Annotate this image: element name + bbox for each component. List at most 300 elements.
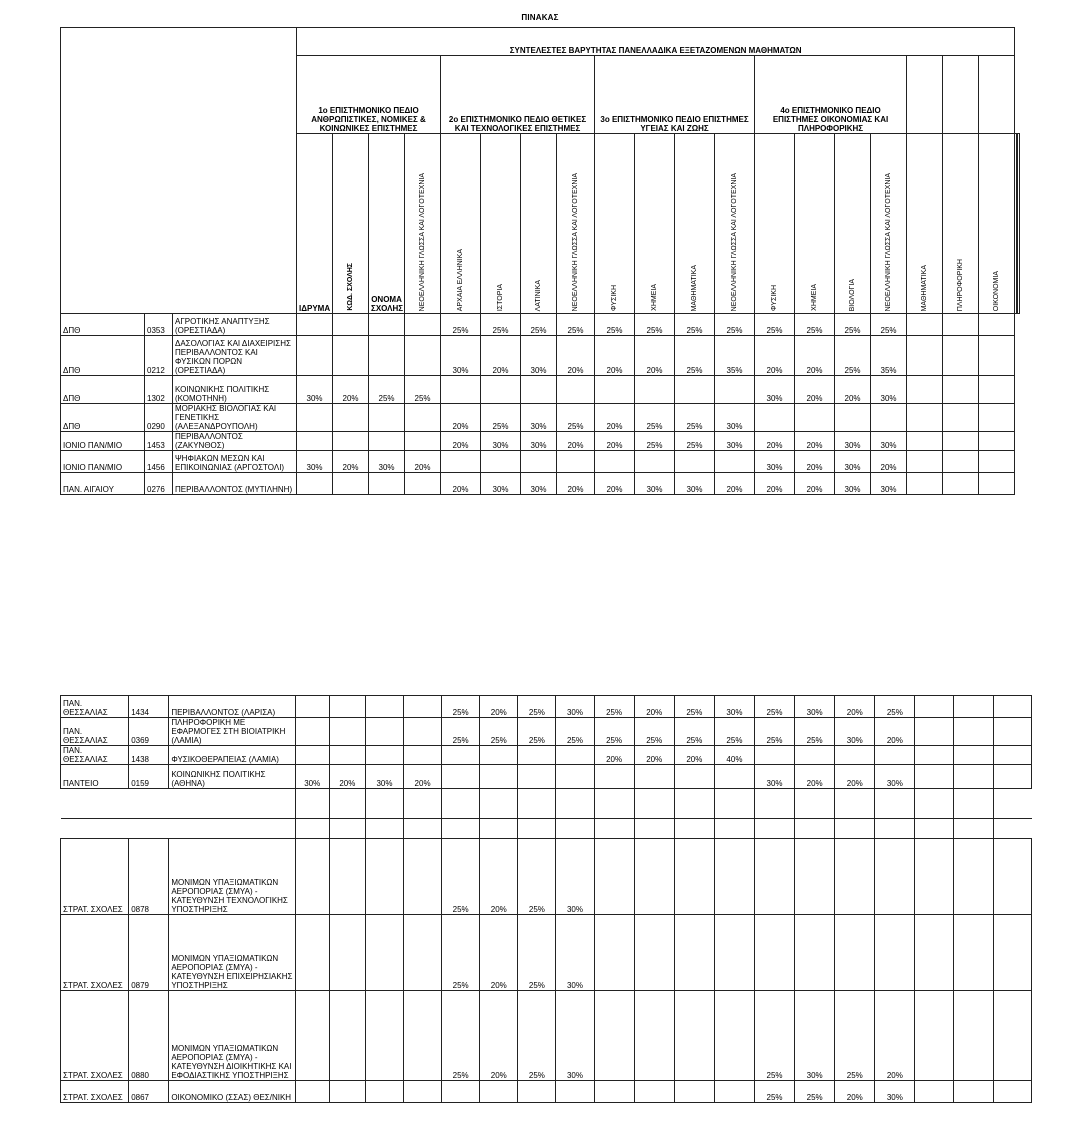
coefficient-cell: 20%: [480, 839, 518, 915]
coefficient-cell: [329, 839, 365, 915]
subject-header: [795, 134, 835, 314]
empty-cell: [993, 789, 1031, 819]
coefficient-cell: 20%: [835, 376, 871, 404]
coefficient-cell: 25%: [635, 404, 675, 432]
coefficient-cell: [480, 765, 518, 789]
empty-cell: [993, 819, 1031, 839]
coefficient-cell: 25%: [835, 314, 871, 336]
coefficient-cell: [993, 915, 1031, 991]
empty-cell: [754, 789, 794, 819]
coefficient-cell: [297, 473, 333, 495]
coefficient-cell: [915, 839, 953, 915]
coefficient-cell: 25%: [594, 718, 634, 746]
empty-cell: [953, 789, 993, 819]
coefficient-cell: 20%: [795, 765, 835, 789]
subject-header-label: ΑΡΧΑΙΑ ΕΛΛΗΝΙΚΑ: [456, 248, 464, 311]
school-code-cell: 1456: [145, 451, 173, 473]
coefficient-cell: 20%: [835, 765, 875, 789]
coefficient-cell: 20%: [635, 336, 675, 376]
coefficient-cell: 25%: [480, 718, 518, 746]
coefficient-cell: [521, 451, 557, 473]
coefficient-cell: [993, 696, 1031, 718]
subject-header-label: ΠΛΗΡΟΦΟΡΙΚΗ: [956, 258, 964, 311]
empty-cell: [329, 789, 365, 819]
coefficient-cell: 30%: [675, 473, 715, 495]
empty-cell: [714, 819, 754, 839]
table-row: [61, 839, 1032, 915]
institution-cell: ΔΠΘ: [61, 404, 145, 432]
school-name-cell: ΠΕΡΙΒΑΛΛΟΝΤΟΣ (ΛΑΡΙΣΑ): [169, 696, 295, 718]
coefficient-cell: [795, 839, 835, 915]
empty-cell: [480, 789, 518, 819]
coefficient-cell: 20%: [835, 1081, 875, 1103]
coefficient-cell: [405, 432, 441, 451]
coefficient-cell: [595, 376, 635, 404]
coefficient-cell: [835, 839, 875, 915]
coefficient-cell: 30%: [295, 765, 329, 789]
coefficient-cell: [329, 746, 365, 765]
coefficient-cell: [297, 404, 333, 432]
subject-header-label: ΜΑΘΗΜΑΤΙΚΑ: [690, 264, 698, 311]
coefficient-cell: [518, 765, 556, 789]
coefficient-cell: 30%: [875, 765, 915, 789]
coefficient-cell: 25%: [442, 915, 480, 991]
coefficient-cell: 30%: [441, 336, 481, 376]
coefficient-cell: [365, 718, 403, 746]
subject-header-label: ΙΣΤΟΡΙΑ: [496, 283, 504, 311]
field-header-3: 3ο ΕΠΙΣΤΗΜΟΝΙΚΟ ΠΕΔΙΟ ΕΠΙΣΤΗΜΕΣ ΥΓΕΙΑΣ ΚΑΙ ΖΩΗΣ: [595, 56, 755, 134]
coefficient-cell: [907, 336, 943, 376]
coefficient-cell: [715, 451, 755, 473]
coefficient-cell: [365, 915, 403, 991]
coefficient-cell: [634, 1081, 674, 1103]
coefficient-cell: [556, 1081, 594, 1103]
coefficient-cell: 25%: [754, 1081, 794, 1103]
coefficient-cell: [993, 1081, 1031, 1103]
coefficient-cell: 20%: [795, 473, 835, 495]
coefficient-cell: 25%: [675, 336, 715, 376]
field-header-blank: [907, 56, 943, 134]
coefficient-cell: 25%: [795, 718, 835, 746]
coefficient-cell: [365, 839, 403, 915]
school-code-cell: 0353: [145, 314, 173, 336]
coefficient-cell: 30%: [754, 765, 794, 789]
subject-header-label: ΜΑΘΗΜΑΤΙΚΑ: [920, 264, 928, 311]
empty-cell: [329, 819, 365, 839]
coefficient-cell: [943, 336, 979, 376]
coefficient-cell: 20%: [835, 696, 875, 718]
coefficient-cell: 20%: [557, 336, 595, 376]
coefficient-cell: 25%: [715, 314, 755, 336]
coefficient-cell: [329, 718, 365, 746]
coefficient-cell: [993, 718, 1031, 746]
coefficient-cell: [715, 376, 755, 404]
coefficient-cell: 25%: [755, 314, 795, 336]
coefficient-cell: [595, 451, 635, 473]
coefficient-cell: [556, 746, 594, 765]
school-code-cell: 0276: [145, 473, 173, 495]
subject-header: [1018, 134, 1020, 314]
coefficient-cell: [907, 451, 943, 473]
empty-cell: [754, 819, 794, 839]
coefficient-cell: [835, 915, 875, 991]
coefficient-cell: [674, 839, 714, 915]
coefficient-cell: 30%: [835, 432, 871, 451]
coefficients-table-bottom: [60, 695, 1032, 1103]
coefficient-cell: [993, 765, 1031, 789]
coefficient-cell: [674, 991, 714, 1081]
coefficient-cell: 25%: [875, 696, 915, 718]
coefficient-cell: 25%: [754, 718, 794, 746]
coefficient-cell: [979, 336, 1015, 376]
coefficient-cell: [329, 991, 365, 1081]
table-row: [61, 336, 1020, 376]
coefficient-cell: 25%: [481, 404, 521, 432]
coefficient-cell: 20%: [481, 336, 521, 376]
empty-cell: [169, 789, 295, 819]
coefficient-cell: [329, 696, 365, 718]
subject-header: [675, 134, 715, 314]
coefficient-cell: [480, 1081, 518, 1103]
coefficient-cell: 20%: [715, 473, 755, 495]
coefficient-cell: [979, 451, 1015, 473]
subject-header: [755, 134, 795, 314]
coefficient-cell: [634, 915, 674, 991]
coefficient-cell: 25%: [442, 991, 480, 1081]
coefficient-cell: 20%: [595, 432, 635, 451]
empty-cell: [634, 789, 674, 819]
coefficient-cell: 25%: [369, 376, 405, 404]
coefficient-cell: 25%: [674, 718, 714, 746]
school-code-cell: 1434: [129, 696, 169, 718]
coefficient-cell: 25%: [594, 696, 634, 718]
subject-header-label: ΝΕΟΕΛΛΗΝΙΚΗ ΓΛΩΣΣΑ ΚΑΙ ΛΟΓΟΤΕΧΝΙΑ: [884, 172, 892, 311]
coefficient-cell: 20%: [634, 746, 674, 765]
coefficient-cell: 30%: [521, 432, 557, 451]
coefficient-cell: 20%: [480, 915, 518, 991]
coefficient-cell: [295, 839, 329, 915]
coefficient-cell: 25%: [518, 839, 556, 915]
coefficient-cell: [518, 1081, 556, 1103]
coefficient-cell: 25%: [557, 314, 595, 336]
school-code-cell: 0878: [129, 839, 169, 915]
coefficient-cell: [915, 696, 953, 718]
empty-cell: [634, 819, 674, 839]
coefficient-cell: 25%: [481, 314, 521, 336]
coefficient-cell: [442, 1081, 480, 1103]
coefficient-cell: [754, 746, 794, 765]
coefficient-cell: [953, 915, 993, 991]
empty-cell: [129, 819, 169, 839]
empty-cell: [365, 789, 403, 819]
coefficient-cell: [907, 404, 943, 432]
coefficient-cell: 20%: [557, 473, 595, 495]
coefficient-cell: [297, 432, 333, 451]
coefficient-cell: 20%: [634, 696, 674, 718]
coefficient-cell: [404, 839, 442, 915]
coefficient-cell: [871, 404, 907, 432]
empty-cell: [295, 819, 329, 839]
school-name-cell: ΦΥΣΙΚΟΘΕΡΑΠΕΙΑΣ (ΛΑΜΙΑ): [169, 746, 295, 765]
coefficient-cell: 25%: [518, 991, 556, 1081]
coefficient-cell: [405, 336, 441, 376]
subject-header-label: ΒΙΟΛΟΓΙΑ: [848, 278, 856, 311]
subject-header: [481, 134, 521, 314]
coefficient-cell: [795, 746, 835, 765]
coefficient-cell: [405, 473, 441, 495]
coefficient-cell: [369, 314, 405, 336]
coefficient-cell: 30%: [795, 696, 835, 718]
table-row: [61, 432, 1020, 451]
coefficient-cell: [295, 718, 329, 746]
table-row: [61, 1081, 1032, 1103]
coefficient-cell: 20%: [795, 432, 835, 451]
coefficient-cell: [953, 1081, 993, 1103]
coefficient-cell: [521, 376, 557, 404]
coefficient-cell: [481, 376, 521, 404]
coefficient-cell: 35%: [871, 336, 907, 376]
coefficient-cell: 20%: [329, 765, 365, 789]
coefficient-cell: [915, 746, 953, 765]
coefficient-cell: [518, 746, 556, 765]
coefficient-cell: [594, 991, 634, 1081]
header-title-row: [61, 28, 1020, 56]
coefficient-cell: 30%: [635, 473, 675, 495]
coefficient-cell: [993, 746, 1031, 765]
coefficient-cell: [754, 915, 794, 991]
institution-cell: ΠΑΝ. ΘΕΣΣΑΛΙΑΣ: [61, 696, 129, 718]
table-row: [61, 765, 1032, 789]
subject-header: [943, 134, 979, 314]
field-header-1: 1ο ΕΠΙΣΤΗΜΟΝΙΚΟ ΠΕΔΙΟ ΑΝΘΡΩΠΙΣΤΙΚΕΣ, ΝΟΜΙΚΕΣ & ΚΟΙΝΩΝΙΚΕΣ ΕΠΙΣΤΗΜΕΣ: [297, 56, 441, 134]
coefficient-cell: 20%: [594, 746, 634, 765]
coefficient-cell: [333, 473, 369, 495]
coefficient-cell: [634, 765, 674, 789]
coefficient-cell: 20%: [871, 451, 907, 473]
coefficient-cell: [875, 746, 915, 765]
coefficient-cell: 25%: [518, 696, 556, 718]
coefficient-cell: [953, 765, 993, 789]
coefficient-cell: [675, 376, 715, 404]
coefficient-cell: 25%: [405, 376, 441, 404]
empty-cell: [915, 789, 953, 819]
coefficient-cell: 20%: [480, 991, 518, 1081]
coefficient-cell: [404, 915, 442, 991]
empty-cell: [61, 789, 129, 819]
empty-cell: [875, 789, 915, 819]
school-code-cell: 0212: [145, 336, 173, 376]
coefficient-cell: [953, 718, 993, 746]
coefficient-cell: [979, 473, 1015, 495]
coefficient-cell: 20%: [441, 432, 481, 451]
coefficient-cell: [333, 404, 369, 432]
coefficient-cell: 25%: [871, 314, 907, 336]
coefficient-cell: 30%: [521, 336, 557, 376]
empty-cell: [953, 819, 993, 839]
coefficient-cell: 20%: [755, 432, 795, 451]
school-code-cell: 0879: [129, 915, 169, 991]
table-row: [61, 473, 1020, 495]
coefficient-cell: [835, 746, 875, 765]
coefficient-cell: [795, 404, 835, 432]
coefficient-cell: 25%: [795, 1081, 835, 1103]
header-blank-cell: [61, 28, 297, 314]
school-name-cell: ΟΙΚΟΝΟΜΙΚΟ (ΣΣΑΣ) ΘΕΣ/ΝΙΚΗ: [169, 1081, 295, 1103]
coefficient-cell: [943, 314, 979, 336]
subject-header-label: ΛΑΤΙΝΙΚΑ: [534, 279, 542, 311]
institution-cell: ΔΠΘ: [61, 336, 145, 376]
subject-header: [595, 134, 635, 314]
coefficient-cell: 20%: [595, 404, 635, 432]
coefficient-cell: [674, 1081, 714, 1103]
coefficients-table-top: [60, 27, 1020, 495]
coefficient-cell: [953, 746, 993, 765]
coefficient-cell: [480, 746, 518, 765]
coefficient-cell: 30%: [835, 473, 871, 495]
subject-header-label: ΧΗΜΕΙΑ: [650, 284, 658, 311]
coefficient-cell: [333, 432, 369, 451]
empty-cell: [835, 819, 875, 839]
coefficient-cell: [795, 915, 835, 991]
coefficient-cell: [365, 696, 403, 718]
subject-header: [635, 134, 675, 314]
subject-header: [715, 134, 755, 314]
coefficient-cell: [557, 376, 595, 404]
coefficient-cell: [755, 404, 795, 432]
coefficient-cell: [754, 839, 794, 915]
coefficient-cell: 25%: [442, 839, 480, 915]
table-row: [61, 696, 1032, 718]
field-header-blank: [979, 56, 1015, 134]
coefficient-cell: 30%: [755, 451, 795, 473]
coefficient-cell: [714, 765, 754, 789]
coefficient-cell: [875, 839, 915, 915]
coefficient-cell: [405, 314, 441, 336]
coefficient-cell: 30%: [835, 451, 871, 473]
coefficient-cell: 30%: [871, 432, 907, 451]
field-header-4: 4ο ΕΠΙΣΤΗΜΟΝΙΚΟ ΠΕΔΙΟ ΕΠΙΣΤΗΜΕΣ ΟΙΚΟΝΟΜΙΑΣ ΚΑΙ ΠΛΗΡΟΦΟΡΙΚΗΣ: [755, 56, 907, 134]
coefficient-cell: [979, 376, 1015, 404]
coefficient-cell: [953, 839, 993, 915]
coefficient-cell: 25%: [674, 696, 714, 718]
coefficient-cell: [442, 765, 480, 789]
coefficient-cell: 25%: [634, 718, 674, 746]
coefficient-cell: 30%: [755, 376, 795, 404]
coefficient-cell: 20%: [405, 451, 441, 473]
coefficient-cell: [875, 915, 915, 991]
subject-header: [979, 134, 1015, 314]
institution-cell: ΔΠΘ: [61, 314, 145, 336]
coefficient-cell: 30%: [795, 991, 835, 1081]
coefficient-cell: [915, 765, 953, 789]
coefficient-cell: 25%: [835, 336, 871, 376]
coefficient-cell: 25%: [557, 404, 595, 432]
coefficient-cell: [481, 451, 521, 473]
coefficient-cell: [635, 451, 675, 473]
empty-cell: [875, 819, 915, 839]
coefficient-cell: 30%: [481, 432, 521, 451]
coefficient-cell: [404, 1081, 442, 1103]
coefficient-cell: 20%: [595, 473, 635, 495]
coefficient-cell: 25%: [442, 718, 480, 746]
institution-cell: ΣΤΡΑΤ. ΣΧΟΛΕΣ: [61, 915, 129, 991]
school-code-cell: 0159: [129, 765, 169, 789]
school-name-cell: ΑΓΡΟΤΙΚΗΣ ΑΝΑΠΤΥΞΗΣ (ΟΡΕΣΤΙΑΔΑ): [173, 314, 297, 336]
empty-cell: [915, 819, 953, 839]
coefficient-cell: 20%: [755, 336, 795, 376]
coefficient-cell: 20%: [333, 376, 369, 404]
coefficient-cell: [295, 696, 329, 718]
coefficient-cell: [953, 991, 993, 1081]
empty-cell: [594, 819, 634, 839]
coefficient-cell: [907, 376, 943, 404]
school-name-cell: ΚΟΙΝΩΝΙΚΗΣ ΠΟΛΙΤΙΚΗΣ (ΑΘΗΝΑ): [169, 765, 295, 789]
coefficient-cell: [943, 451, 979, 473]
coefficient-cell: [915, 915, 953, 991]
header-school-code-text: ΚΩΔ. ΣΧΟΛΗΣ: [346, 263, 354, 311]
coefficient-cell: [993, 839, 1031, 915]
coefficient-cell: [295, 746, 329, 765]
coefficient-cell: [594, 1081, 634, 1103]
school-code-cell: 0880: [129, 991, 169, 1081]
coefficient-cell: [295, 1081, 329, 1103]
coefficient-cell: 25%: [675, 404, 715, 432]
school-code-cell: 1438: [129, 746, 169, 765]
institution-cell: ΣΤΡΑΤ. ΣΧΟΛΕΣ: [61, 839, 129, 915]
coefficient-cell: 30%: [481, 473, 521, 495]
school-code-cell: 1302: [145, 376, 173, 404]
subject-header-label: ΝΕΟΕΛΛΗΝΙΚΗ ΓΛΩΣΣΑ ΚΑΙ ΛΟΓΟΤΕΧΝΙΑ: [418, 172, 426, 311]
header-school-code: [333, 134, 369, 314]
coefficient-cell: [915, 718, 953, 746]
coefficient-cell: [594, 765, 634, 789]
coefficient-cell: 30%: [714, 696, 754, 718]
coefficient-cell: 20%: [674, 746, 714, 765]
coefficient-cell: [953, 696, 993, 718]
subject-header-label: ΦΥΣΙΚΗ: [610, 284, 618, 311]
coefficient-cell: 40%: [714, 746, 754, 765]
coefficient-cell: [556, 765, 594, 789]
empty-cell: [442, 789, 480, 819]
empty-cell: [714, 789, 754, 819]
institution-cell: ΠΑΝ. ΑΙΓΑΙΟΥ: [61, 473, 145, 495]
coefficient-cell: 30%: [556, 696, 594, 718]
school-name-cell: ΜΟΝΙΜΩΝ ΥΠΑΞΙΩΜΑΤΙΚΩΝ ΑΕΡΟΠΟΡΙΑΣ (ΣΜΥΑ) - ΚΑΤΕΥΘΥΝΣΗ ΔΙΟΙΚΗΤΙΚΗΣ ΚΑΙ ΕΦΟΔΙΑΣΤΙΚΗΣ ΥΠΟΣΤΗΡΙΞΗΣ: [169, 991, 295, 1081]
field-header-blank: [943, 56, 979, 134]
coefficient-cell: [442, 746, 480, 765]
coefficient-cell: 20%: [755, 473, 795, 495]
coefficient-cell: [295, 991, 329, 1081]
coefficient-cell: [993, 991, 1031, 1081]
coefficient-cell: 30%: [715, 432, 755, 451]
coefficient-cell: 20%: [441, 473, 481, 495]
coefficient-cell: 20%: [595, 336, 635, 376]
empty-cell: [404, 819, 442, 839]
empty-cell: [795, 819, 835, 839]
coefficient-cell: 30%: [297, 376, 333, 404]
spacer-row: [61, 789, 1032, 819]
coefficient-cell: 35%: [715, 336, 755, 376]
school-name-cell: ΜΟΝΙΜΩΝ ΥΠΑΞΙΩΜΑΤΙΚΩΝ ΑΕΡΟΠΟΡΙΑΣ (ΣΜΥΑ) - ΚΑΤΕΥΘΥΝΣΗ ΕΠΙΧΕΙΡΗΣΙΑΚΗΣ ΥΠΟΣΤΗΡΙΞΗΣ: [169, 915, 295, 991]
coefficient-cell: [714, 1081, 754, 1103]
coefficient-cell: 20%: [795, 451, 835, 473]
coefficient-cell: [634, 839, 674, 915]
coefficient-cell: 30%: [556, 991, 594, 1081]
coefficient-cell: [365, 1081, 403, 1103]
school-code-cell: 1453: [145, 432, 173, 451]
empty-cell: [518, 819, 556, 839]
institution-cell: ΙΟΝΙΟ ΠΑΝ/ΜΙΟ: [61, 432, 145, 451]
